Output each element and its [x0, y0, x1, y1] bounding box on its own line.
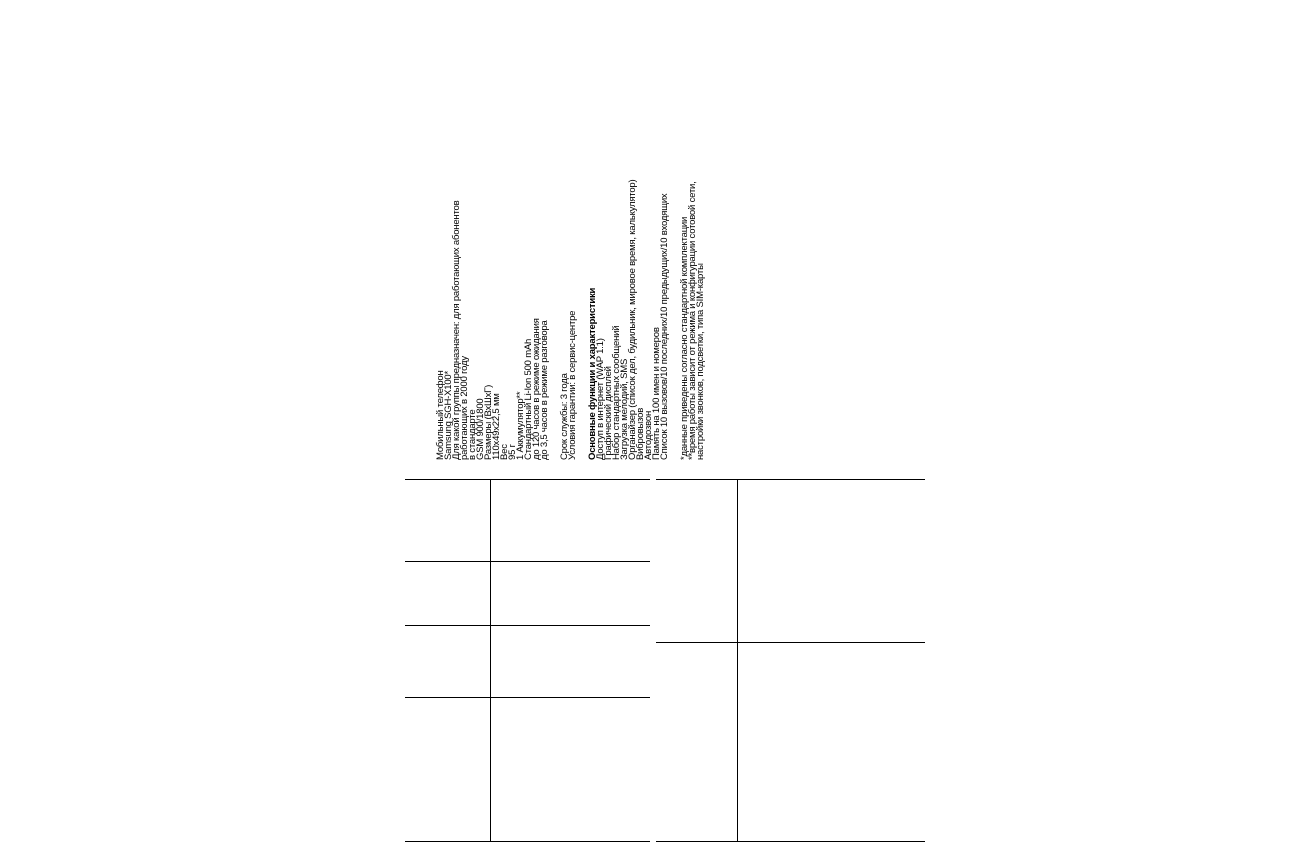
- spec-group-service: [561, 30, 577, 460]
- spec-line: Органайзер (список дел, будильник, мировое время, калькулятор): [627, 179, 638, 460]
- spec-group-features: [597, 30, 669, 460]
- spec-line: 110x49x22,5 мм: [491, 393, 502, 460]
- spec-line: Загрузка мелодий, SMS: [619, 358, 630, 460]
- spec-line: 95 г: [507, 444, 518, 460]
- spec-line: GSM 900/1800: [475, 398, 486, 460]
- spec-line: Автодозвон: [643, 410, 654, 460]
- spec-line: Память на 100 имен и номеров: [651, 327, 662, 460]
- spec-line: Для какой группы предназначен: для работающих абонентов: [451, 200, 462, 460]
- spec-line: Samsung SGH-X100*: [443, 370, 454, 460]
- spec-line: Стандартный Li-Ion 500 mAh: [523, 338, 534, 460]
- table-column-divider: [737, 479, 738, 842]
- spec-line: Срок службы: 3 года: [559, 373, 570, 460]
- spec-line: Список 10 вызовов/10 последних/10 предыдущих/10 входящих: [659, 193, 670, 460]
- table-rule: [405, 697, 650, 698]
- spec-line: Вибровызов: [635, 407, 646, 460]
- table-rule: [656, 479, 925, 480]
- table-rule: [656, 841, 925, 842]
- spec-line: в стандарте: [467, 409, 478, 460]
- spec-line: Набор стандартных сообщений: [611, 325, 622, 460]
- spec-line: настройки звонков, подсветки, типа SIM-карты: [695, 263, 706, 460]
- spec-line: до 3,5 часов в режиме разговора: [539, 320, 550, 460]
- table-rule: [405, 841, 650, 842]
- table-rule: [405, 561, 650, 562]
- spec-line: работающих в 2000 году: [459, 356, 470, 460]
- spec-line: Вес: [499, 444, 510, 460]
- spec-line: 1 Аккумулятор**: [515, 391, 526, 460]
- spec-line: Размеры (ВхШхГ): [483, 384, 494, 460]
- spec-line: до 120 часов в режиме ожидания: [531, 318, 542, 460]
- table-rule: [405, 479, 650, 480]
- table-rule: [656, 642, 925, 643]
- table-column-divider: [490, 479, 491, 842]
- spec-line: Условия гарантии: в сервис-центре: [567, 310, 578, 460]
- spec-features-title: Основные функции и характеристики: [587, 287, 598, 460]
- rotated-spec-block: [437, 30, 705, 460]
- spec-group-phone: [437, 30, 549, 460]
- spec-line: Доступ в интернет (WAP 1.1): [595, 338, 606, 460]
- spec-line: *данные приведены согласно стандартной комплектации: [679, 216, 690, 460]
- spec-line: Графический дисплей: [603, 366, 614, 460]
- spec-group-footnotes: [681, 30, 705, 460]
- spec-line: Мобильный телефон: [435, 370, 446, 460]
- table-rule: [405, 625, 650, 626]
- spec-line: **время работы зависит от режима и конфигурации сотовой сети,: [687, 181, 698, 460]
